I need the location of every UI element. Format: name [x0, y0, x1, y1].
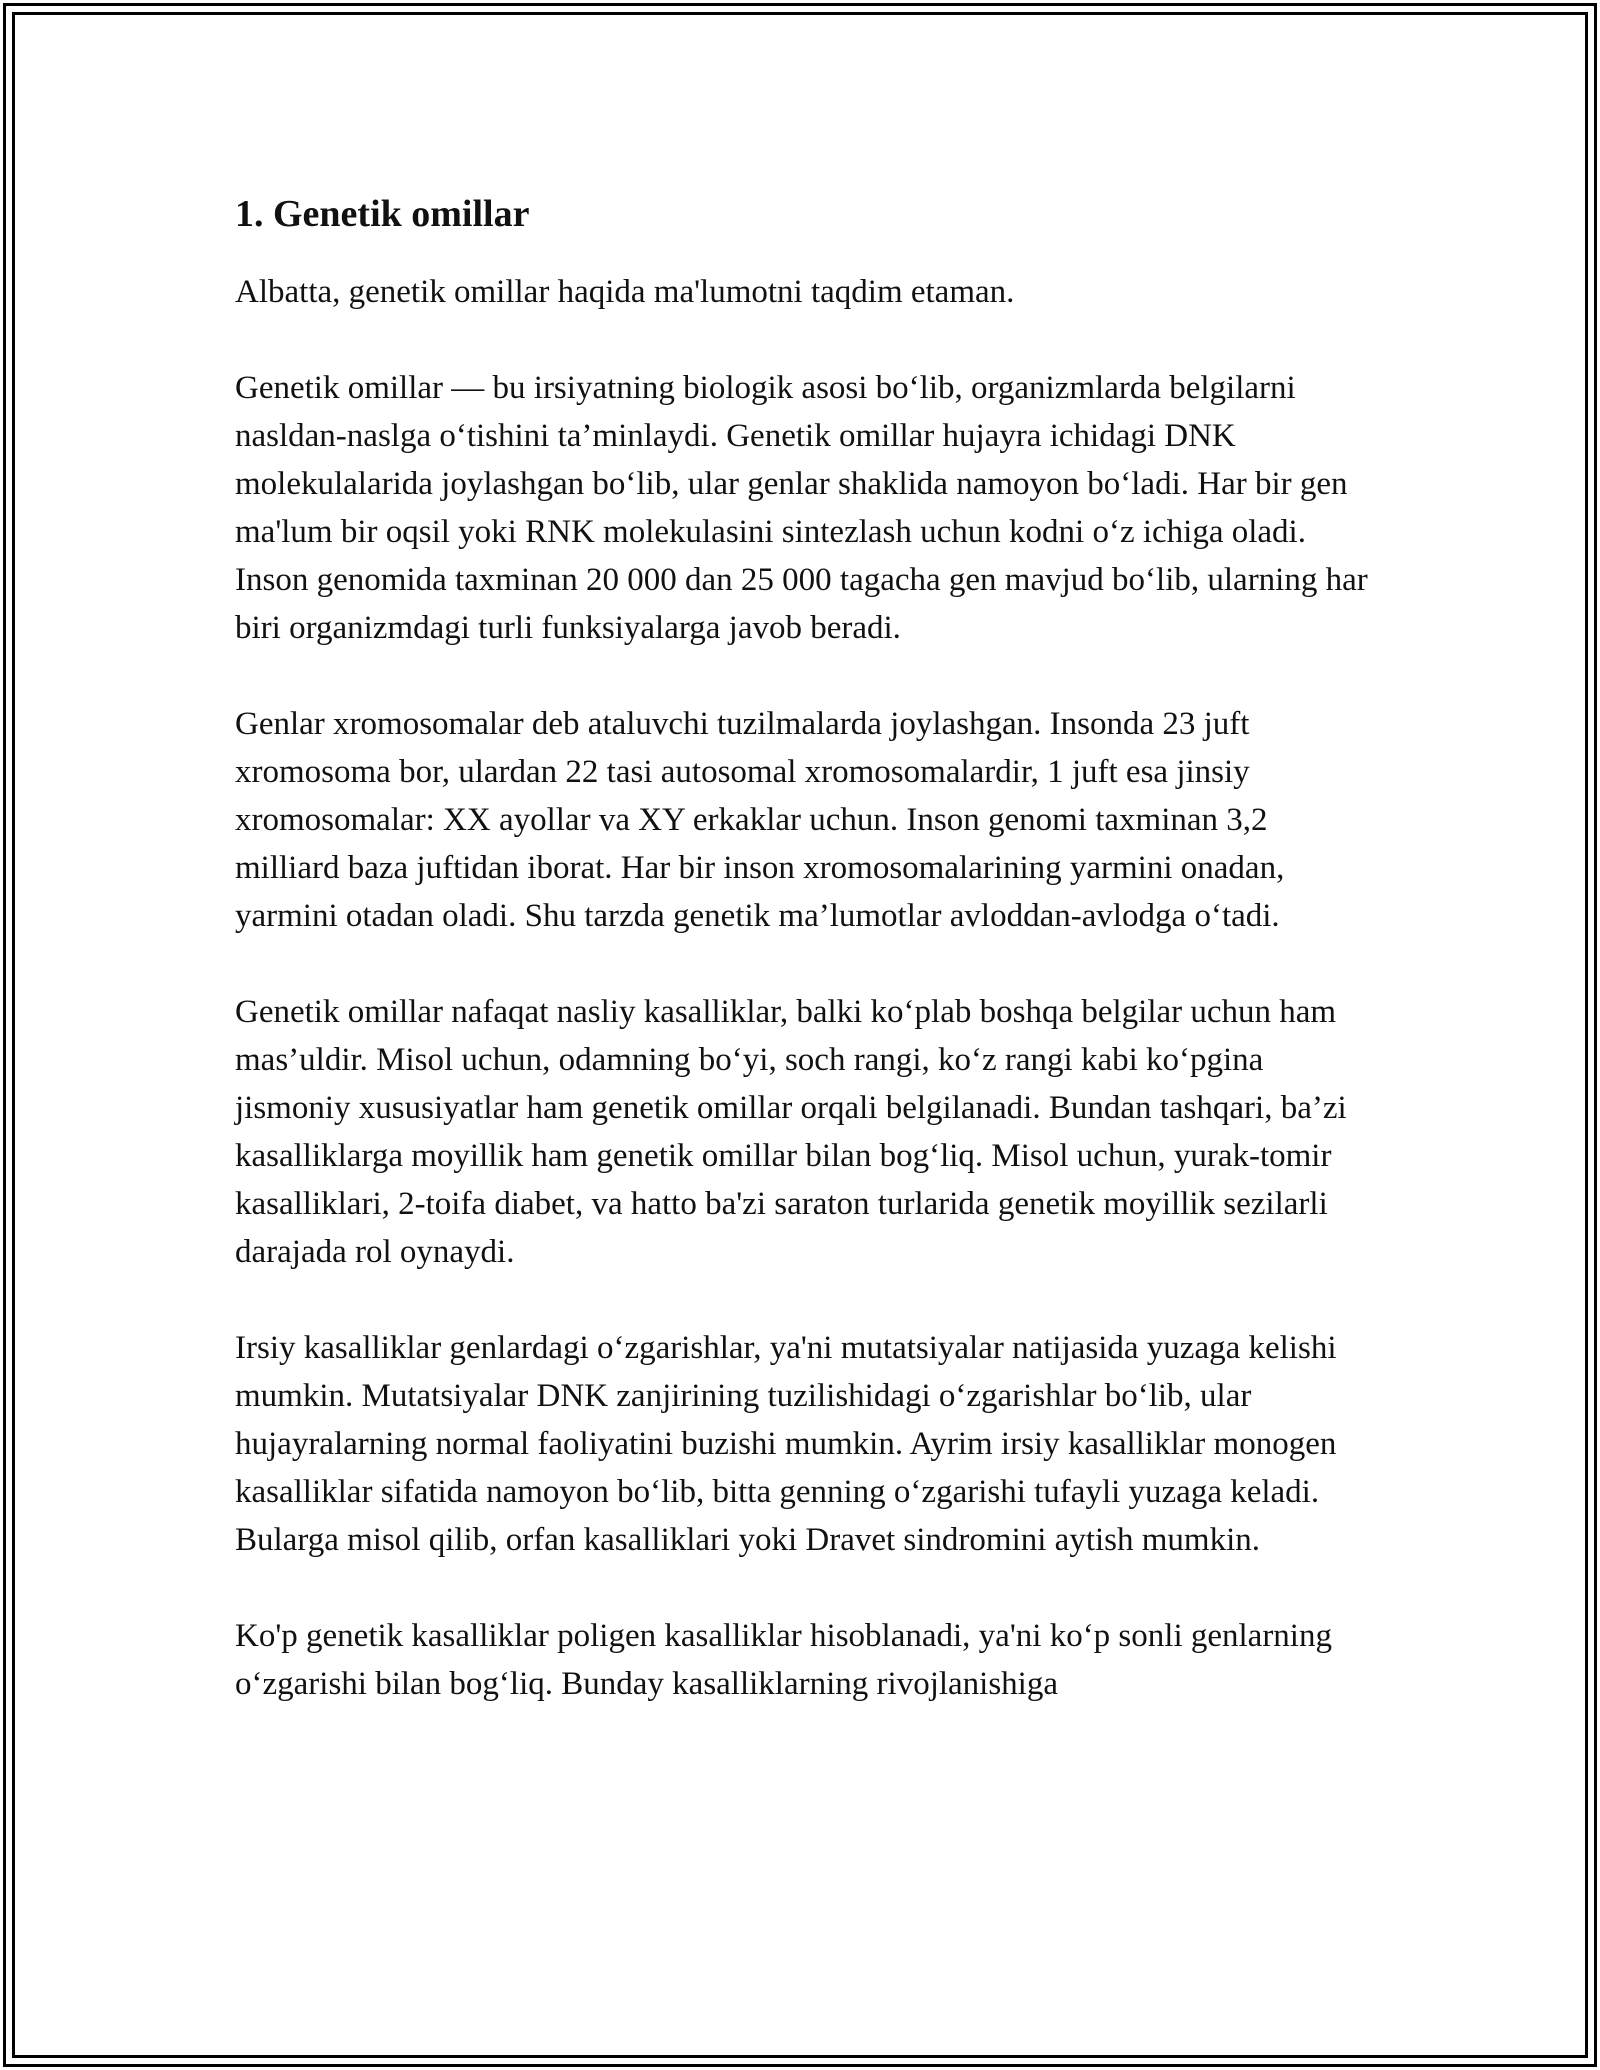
paragraph-traits: Genetik omillar nafaqat nasliy kasalliklar, balki ko‘plab boshqa belgilar uchun ham mas’uldir. Misol uchun, odamning bo‘yi, soch rangi, ko‘z rangi kabi ko‘pgina jismoniy xususiyatlar ham genetik omillar orqali belgilanadi. Bundan tashqari, ba’zi kasalliklarga moyillik ham genetik omillar bilan bog‘liq. Misol uchun, yurak-tomir kasalliklari, 2-toifa diabet, va hatto ba'zi saraton turlarida genetik moyillik sezilarli darajada rol oynaydi. — [235, 994, 1347, 1270]
paragraph-chromosomes: Genlar xromosomalar deb ataluvchi tuzilmalarda joylashgan. Insonda 23 juft xromosoma bor, ulardan 22 tasi autosomal xromosomalardir, 1 juft esa jinsiy xromosomalar: XX ayollar va XY erkaklar uchun. Inson genomi taxminan 3,2 milliard baza juftidan iborat. Har bir inson xromosomalarining yarmini onadan, yarmini otadan oladi. Shu tarzda genetik ma’lumotlar avloddan-avlodga o‘tadi. — [235, 706, 1285, 934]
paragraph-mutations: Irsiy kasalliklar genlardagi o‘zgarishlar, ya'ni mutatsiyalar natijasida yuzaga kelishi mumkin. Mutatsiyalar DNK zanjirining tuzilishidagi o‘zgarishlar bo‘lib, ular hujayralarning normal faoliyatini buzishi mumkin. Ayrim irsiy kasalliklar monogen kasalliklar sifatida namoyon bo‘lib, bitta genning o‘zgarishi tufayli yuzaga keladi. Bularga misol qilib, orfan kasalliklari yoki Dravet sindromini aytish mumkin. — [235, 1330, 1337, 1558]
paragraph-intro: Albatta, genetik omillar haqida ma'lumotni taqdim etaman. — [235, 274, 1015, 310]
document-body — [235, 186, 1375, 1708]
paragraph-genetic-factors: Genetik omillar — bu irsiyatning biologik asosi bo‘lib, organizmlarda belgilarni nasldan-naslga o‘tishini ta’minlaydi. Genetik omillar hujayra ichidagi DNK molekulalarida joylashgan bo‘lib, ular genlar shaklida namoyon bo‘ladi. Har bir gen ma'lum bir oqsil yoki RNK molekulasini sintezlash uchun kodni o‘z ichiga oladi. Inson genomida taxminan 20 000 dan 25 000 tagacha gen mavjud bo‘lib, ularning har biri organizmdagi turli funksiyalarga javob beradi. — [235, 370, 1368, 646]
section-heading: 1. Genetik omillar — [235, 193, 530, 235]
paragraph-polygenic: Ko'p genetik kasalliklar poligen kasalliklar hisoblanadi, ya'ni ko‘p sonli genlarning o‘zgarishi bilan bog‘liq. Bunday kasalliklarning rivojlanishiga — [235, 1618, 1332, 1702]
